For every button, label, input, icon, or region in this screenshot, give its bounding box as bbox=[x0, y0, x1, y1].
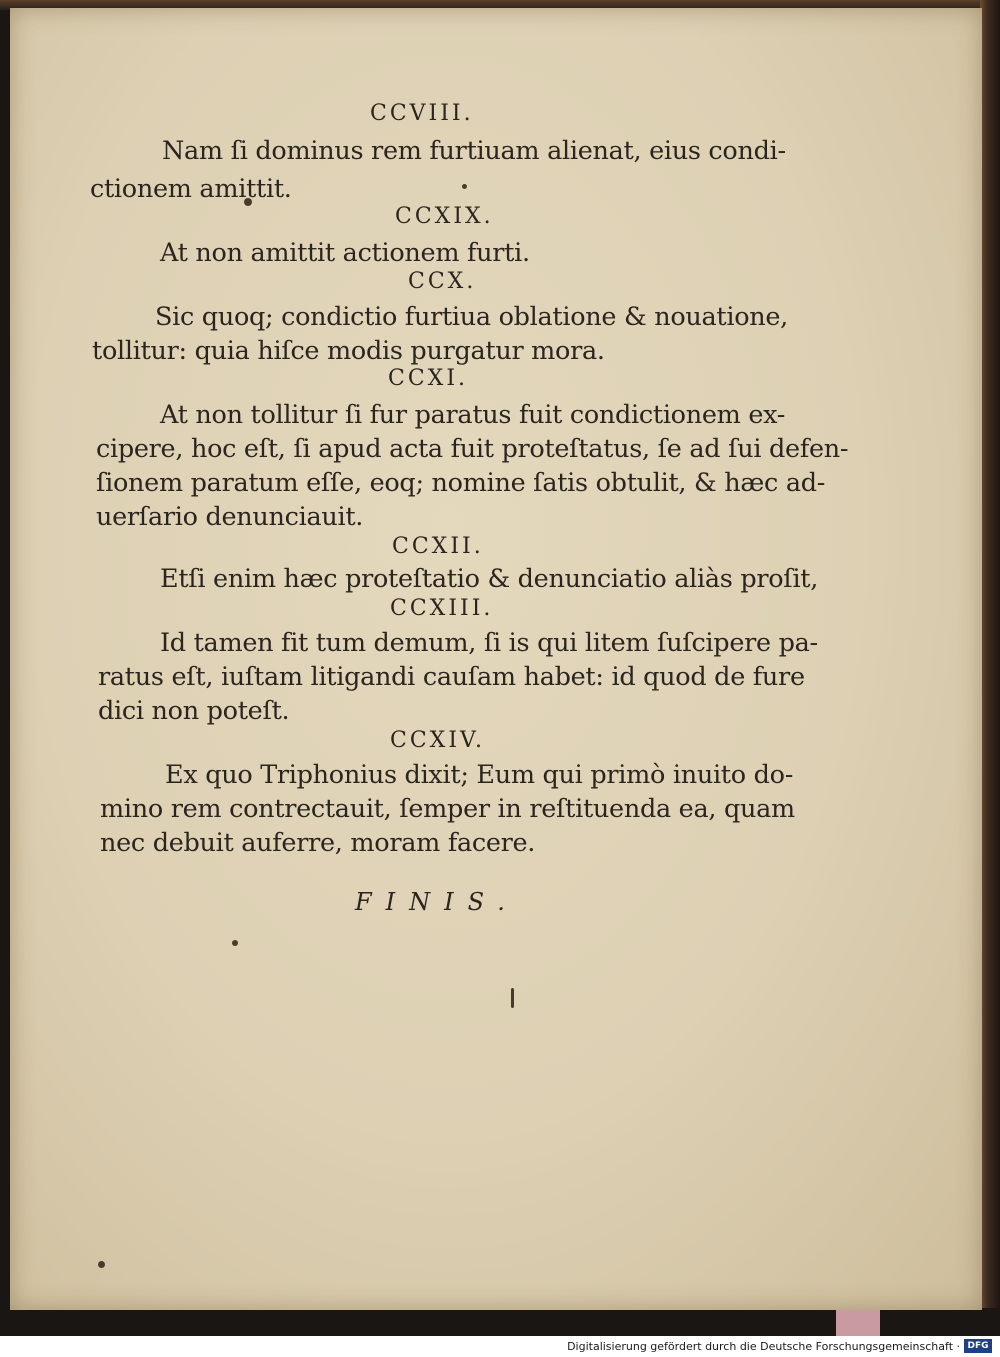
book-binding-edge bbox=[980, 0, 1000, 1336]
footer-credit: Digitalisierung gefördert durch die Deutsche Forschungsgemeinschaft · bbox=[567, 1340, 960, 1353]
ink-speck bbox=[98, 1261, 105, 1268]
section-heading: CCVIII. bbox=[370, 101, 474, 126]
text-line: Ex quo Triphonius dixit; Eum qui primò inuito do- bbox=[165, 760, 794, 790]
text-line: cipere, hoc eſt, ſi apud acta fuit proteſtatus, ſe ad ſui defen- bbox=[96, 434, 849, 464]
text-line: At non tollitur ſi fur paratus fuit condictionem ex- bbox=[160, 400, 786, 430]
text-line: Nam ſi dominus rem furtiuam alienat, eius condi- bbox=[162, 136, 786, 166]
text-line: Etſi enim hæc proteſtatio & denunciatio aliàs proſit, bbox=[160, 564, 819, 594]
paper-page bbox=[10, 8, 982, 1310]
section-heading: CCXII. bbox=[392, 534, 484, 559]
text-line: uerſario denunciauit. bbox=[96, 502, 364, 532]
text-line: ſionem paratum eſſe, eoq; nomine ſatis obtulit, & hæc ad- bbox=[96, 468, 826, 498]
section-heading: CCXIX. bbox=[395, 204, 494, 229]
dfg-logo: DFG bbox=[964, 1339, 992, 1353]
section-heading: CCXIV. bbox=[390, 728, 486, 753]
text-line: tollitur: quia hiſce modis purgatur mora. bbox=[92, 336, 605, 366]
section-heading: CCX. bbox=[408, 269, 477, 294]
text-line: mino rem contrectauit, ſemper in reſtituenda ea, quam bbox=[100, 794, 795, 824]
ink-speck bbox=[232, 940, 238, 946]
text-line: Sic quoq; condictio furtiua oblatione & nouatione, bbox=[155, 302, 788, 332]
digitization-footer bbox=[0, 1336, 1000, 1357]
text-line: nec debuit auferre, moram facere. bbox=[100, 828, 536, 858]
text-line: dici non poteſt. bbox=[98, 696, 290, 726]
text-line: ratus eſt, iuſtam litigandi cauſam habet: id quod de fure bbox=[98, 662, 805, 692]
section-heading: CCXIII. bbox=[390, 596, 494, 621]
ink-speck bbox=[462, 184, 467, 189]
section-heading: CCXI. bbox=[388, 366, 469, 391]
finis-mark: FINIS. bbox=[355, 888, 519, 916]
text-line: ctionem amittit. bbox=[90, 174, 292, 204]
ink-speck bbox=[511, 988, 514, 1008]
text-line: Id tamen fit tum demum, ſi is qui litem ſuſcipere pa- bbox=[160, 628, 818, 658]
text-line: At non amittit actionem furti. bbox=[160, 238, 530, 268]
